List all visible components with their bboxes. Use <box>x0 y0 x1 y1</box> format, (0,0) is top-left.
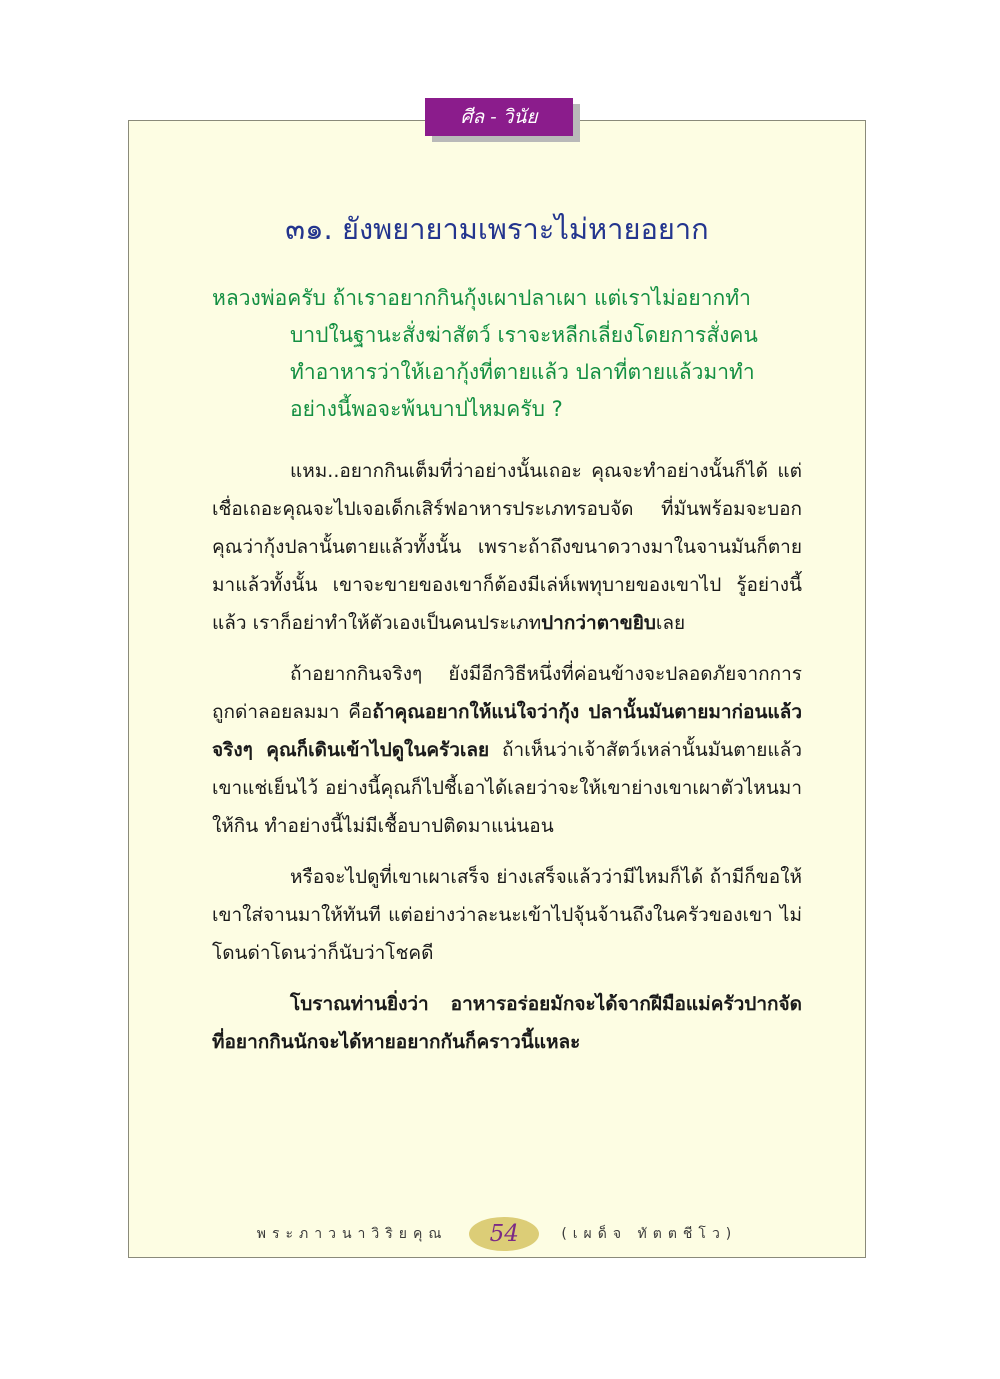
answer-paragraph-2: ถ้าอยากกินจริงๆ ยังมีอีกวิธีหนึ่งที่ค่อนข้างจะปลอดภัยจากการถูกด่าลอยลมมา คือถ้าคุณอยากให้แน่ใจว่ากุ้ง ปลานั้นมันตายมาก่อนแล้วจริงๆ คุณก็เดินเข้าไปดูในครัวเลย ถ้าเห็นว่าเจ้าสัตว์เหล่านั้นมันตายแล้ว เขาแช่เย็นไว้ อย่างนี้คุณก็ไปชี้เอาได้เลยว่าจะให้เขาย่างเขาเผาตัวไหนมาให้กิน ทำอย่างนี้ไม่มีเชื้อบาปติดมาแน่นอน <box>212 663 802 837</box>
footer-author: พระภาวนาวิริยคุณ <box>256 1226 448 1242</box>
question-line: ทำอาหารว่าให้เอากุ้งที่ตายแล้ว ปลาที่ตายแล้วมาทำ <box>290 360 755 384</box>
answer-body <box>212 452 802 1074</box>
category-tab <box>425 98 573 136</box>
question-line: บาปในฐานะสั่งฆ่าสัตว์ เราจะหลีกเลี่ยงโดยการสั่งคน <box>290 323 758 347</box>
page-number: 54 <box>469 1217 539 1251</box>
question-line: หลวงพ่อครับ ถ้าเราอยากกินกุ้งเผาปลาเผา แต่เราไม่อยากทำ <box>212 286 751 310</box>
answer-closing: โบราณท่านยิ่งว่า อาหารอร่อยมักจะได้จากฝีมือแม่ครัวปากจัด ที่อยากกินนักจะได้หายอยากกันก็คราวนี้แหละ <box>212 993 802 1053</box>
footer-name: (เผด็จ ทัตตชีโว) <box>561 1226 738 1242</box>
page-footer <box>128 1214 866 1254</box>
answer-paragraph-1: แหม..อยากกินเต็มที่ว่าอย่างนั้นเถอะ คุณจะทำอย่างนั้นก็ได้ แต่เชื่อเถอะคุณจะไปเจอเด็กเสิร์ฟอาหารประเภทรอบจัด ที่มันพร้อมจะบอกคุณว่ากุ้งปลานั้นตายแล้วทั้งนั้น เพราะถ้าถึงขนาดวางมาในจานมันก็ตายมาแล้วทั้งนั้น เขาจะขายของเขาก็ต้องมีเล่ห์เพทุบายของเขาไป รู้อย่างนี้แล้ว เราก็อย่าทำให้ตัวเองเป็นคนประเภทปากว่าตาขยิบเลย <box>212 460 802 634</box>
bold-phrase: ปากว่าตาขยิบ <box>541 612 656 634</box>
question-block <box>212 280 802 428</box>
answer-paragraph-3: หรือจะไปดูที่เขาเผาเสร็จ ย่างเสร็จแล้วว่ามีไหมก็ได้ ถ้ามีก็ขอให้เขาใส่จานมาให้ทันที แต่อย่างว่าละนะเข้าไปจุ้นจ้านถึงในครัวของเขา ไม่โดนด่าโดนว่าก็นับว่าโชคดี <box>212 866 802 964</box>
category-label: ศีล - วินัย <box>460 106 538 128</box>
question-line: อย่างนี้พอจะพ้นบาปไหมครับ ? <box>290 397 563 421</box>
bold-phrase: ถ้าคุณอยากให้แน่ใจว่ากุ้ง ปลานั้นมันตายมาก่อนแล้วจริงๆ คุณก็เดินเข้าไปดูในครัวเลย <box>212 701 802 761</box>
chapter-title: ๓๑. ยังพยายามเพราะไม่หายอยาก <box>285 212 709 246</box>
